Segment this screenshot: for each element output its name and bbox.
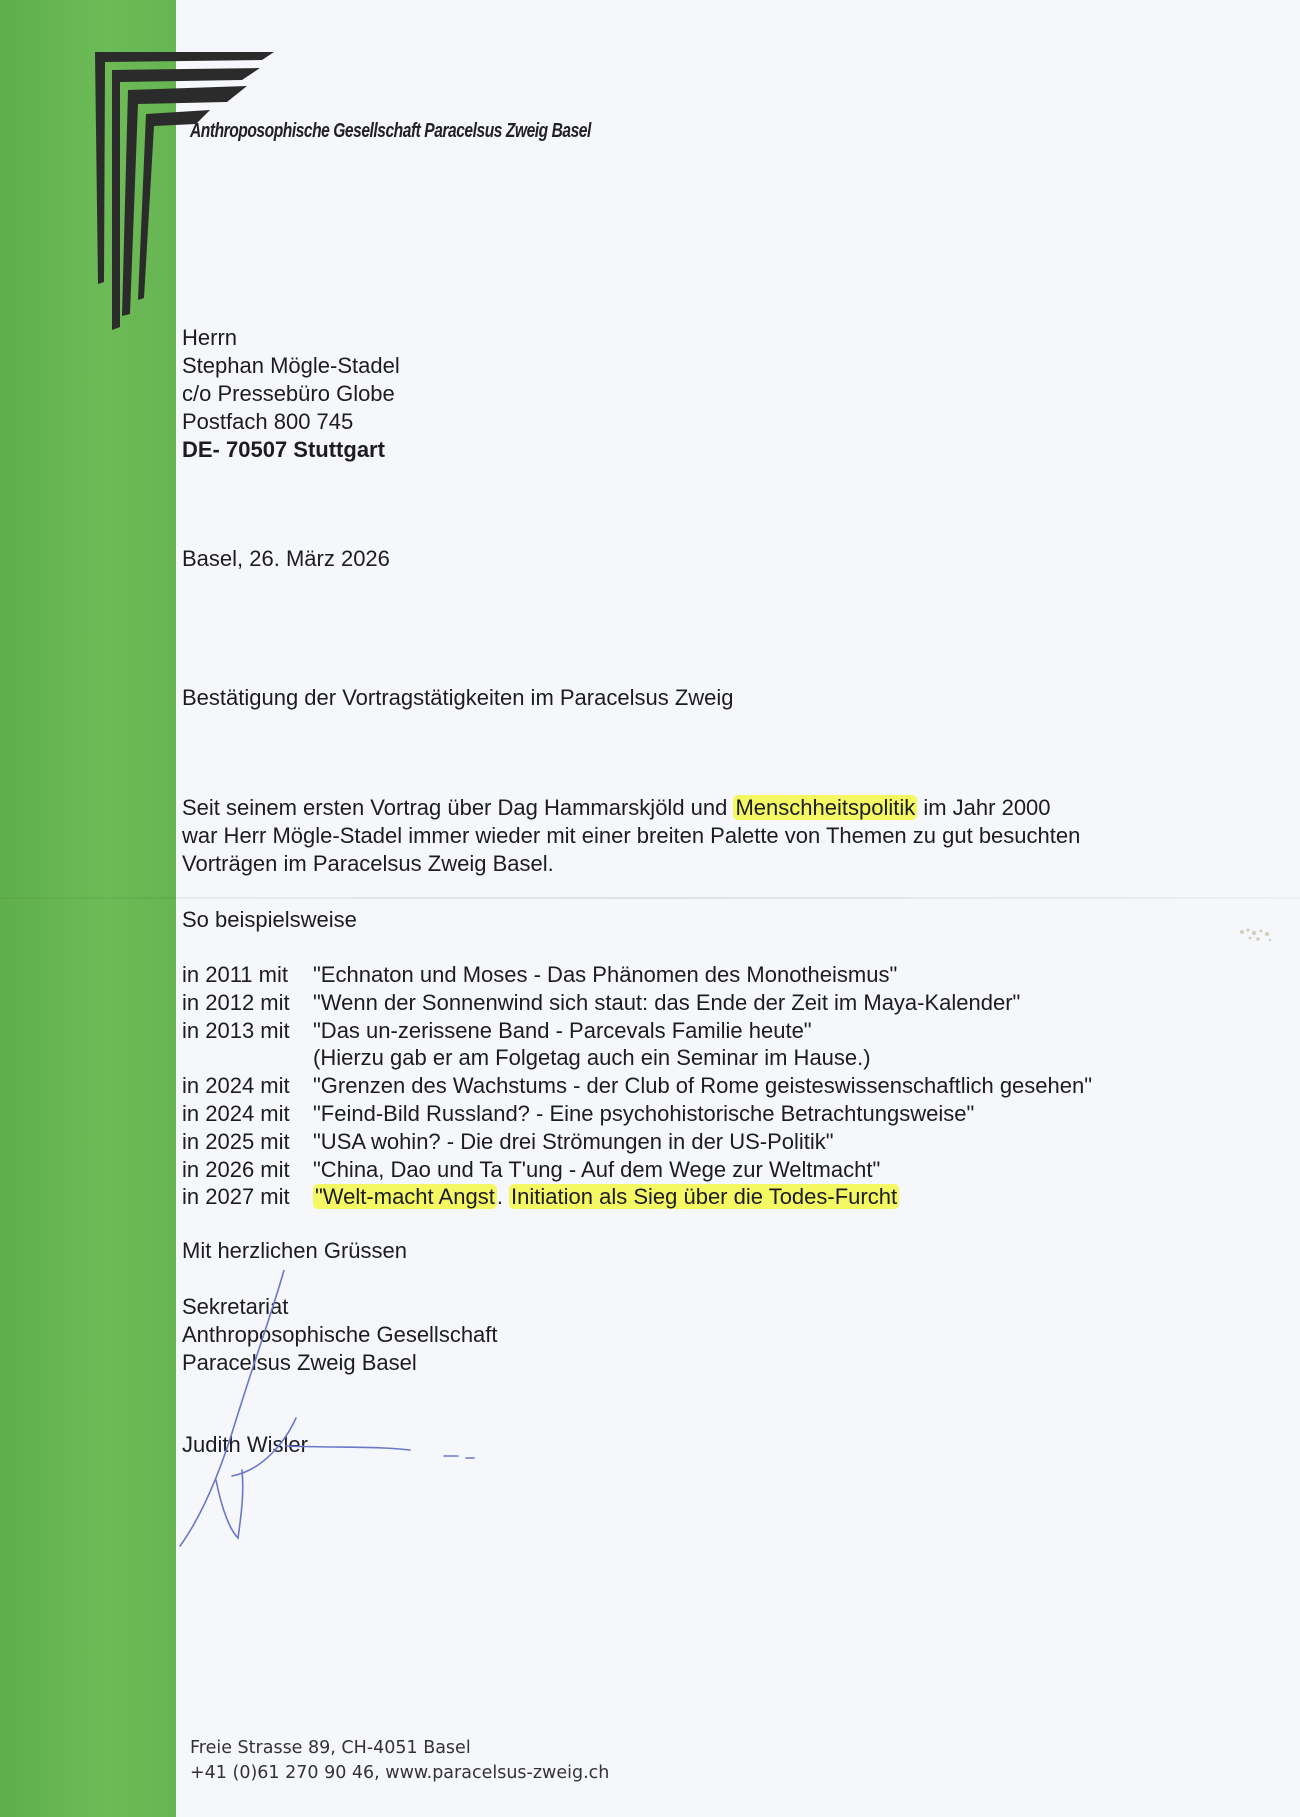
handwritten-signature xyxy=(176,1270,486,1550)
talk-year: in 2025 mit xyxy=(182,1128,290,1154)
body-line-2: war Herr Mögle-Stadel immer wieder mit einer breiten Palette von Themen zu gut besuchten xyxy=(182,823,1081,848)
title-separator: . xyxy=(496,1184,510,1210)
talk-row xyxy=(182,1100,1092,1128)
recipient-name: Stephan Mögle-Stadel xyxy=(182,353,400,378)
talk-title: "Feind-Bild Russland? - Eine psychohistorische Betrachtungsweise" xyxy=(313,1100,975,1126)
highlighted-title-part-2: Initiation als Sieg über die Todes-Furcht xyxy=(511,1184,898,1210)
letterhead-organization: Anthroposophische Gesellschaft Paracelsus Zweig Basel xyxy=(190,120,591,142)
sender-line-1: Sekretariat xyxy=(182,1294,289,1319)
body-line-3: Vorträgen im Paracelsus Zweig Basel. xyxy=(182,851,554,876)
talk-row xyxy=(182,1156,1092,1184)
recipient-salutation: Herrn xyxy=(182,325,238,350)
talk-title: "Grenzen des Wachstums - der Club of Rome geisteswissenschaftlich gesehen" xyxy=(313,1073,1093,1099)
talk-year: in 2013 mit xyxy=(182,1017,290,1043)
talk-year: in 2026 mit xyxy=(182,1156,290,1182)
talk-note: (Hierzu gab er am Folgetag auch ein Seminar im Hause.) xyxy=(313,1045,871,1071)
talk-title: "Das un-zerissene Band - Parcevals Familie heute" xyxy=(313,1017,812,1043)
talk-year: in 2011 mit xyxy=(182,962,288,987)
talks-list xyxy=(182,961,1092,1211)
talk-year: in 2027 mit xyxy=(182,1184,290,1210)
talk-year: in 2024 mit xyxy=(182,1100,290,1126)
talk-title: "Wenn der Sonnenwind sich staut: das Ende der Zeit im Maya-Kalender" xyxy=(313,989,1021,1015)
recipient-care-of: c/o Pressebüro Globe xyxy=(182,381,395,406)
body-line-1-end: im Jahr 2000 xyxy=(917,795,1051,820)
examples-intro: So beispielsweise xyxy=(182,907,357,932)
date-line: Basel, 26. März 2026 xyxy=(182,546,390,571)
paper-fold-line xyxy=(0,897,1300,899)
talk-row-highlighted xyxy=(182,1183,1092,1211)
body-line-1-start: Seit seinem ersten Vortrag über Dag Hammarskjöld und xyxy=(182,795,734,820)
body-line-1 xyxy=(182,794,1080,822)
recipient-city: DE- 70507 Stuttgart xyxy=(182,437,385,462)
talk-title: "USA wohin? - Die drei Strömungen in der US-Politik" xyxy=(313,1128,834,1154)
talk-row xyxy=(182,961,1092,989)
closing-greeting: Mit herzlichen Grüssen xyxy=(182,1238,407,1263)
logo-icon xyxy=(92,52,282,332)
talk-row xyxy=(182,989,1092,1017)
talk-row xyxy=(182,1072,1092,1100)
sender-line-2: Anthroposophische Gesellschaft xyxy=(182,1322,498,1347)
signer-name: Judith Wisler xyxy=(182,1432,308,1457)
footer-contact: +41 (0)61 270 90 46, www.paracelsus-zweig.ch xyxy=(190,1763,610,1783)
talk-year: in 2024 mit xyxy=(182,1073,290,1099)
footer xyxy=(190,1736,609,1786)
footer-address: Freie Strasse 89, CH-4051 Basel xyxy=(190,1738,471,1758)
talk-title-highlighted xyxy=(313,1183,899,1211)
highlighted-title-part-1: "Welt-macht Angst xyxy=(315,1184,495,1210)
talk-year: in 2012 mit xyxy=(182,989,290,1015)
sender-line-3: Paracelsus Zweig Basel xyxy=(182,1350,417,1375)
subject-line: Bestätigung der Vortragstätigkeiten im Paracelsus Zweig xyxy=(182,685,734,710)
highlighted-term: Menschheitspolitik xyxy=(735,795,916,820)
talk-title: "China, Dao und Ta T'ung - Auf dem Wege zur Weltmacht" xyxy=(313,1156,881,1182)
talk-year xyxy=(182,1044,313,1072)
body-paragraph xyxy=(182,794,1080,878)
talk-row xyxy=(182,1017,1092,1045)
talk-row xyxy=(182,1044,1092,1072)
talk-row xyxy=(182,1128,1092,1156)
paper-speck-mark xyxy=(1236,924,1276,946)
talk-title: "Echnaton und Moses - Das Phänomen des Monotheismus" xyxy=(313,962,898,987)
recipient-po-box: Postfach 800 745 xyxy=(182,409,354,434)
recipient-address xyxy=(182,324,400,464)
